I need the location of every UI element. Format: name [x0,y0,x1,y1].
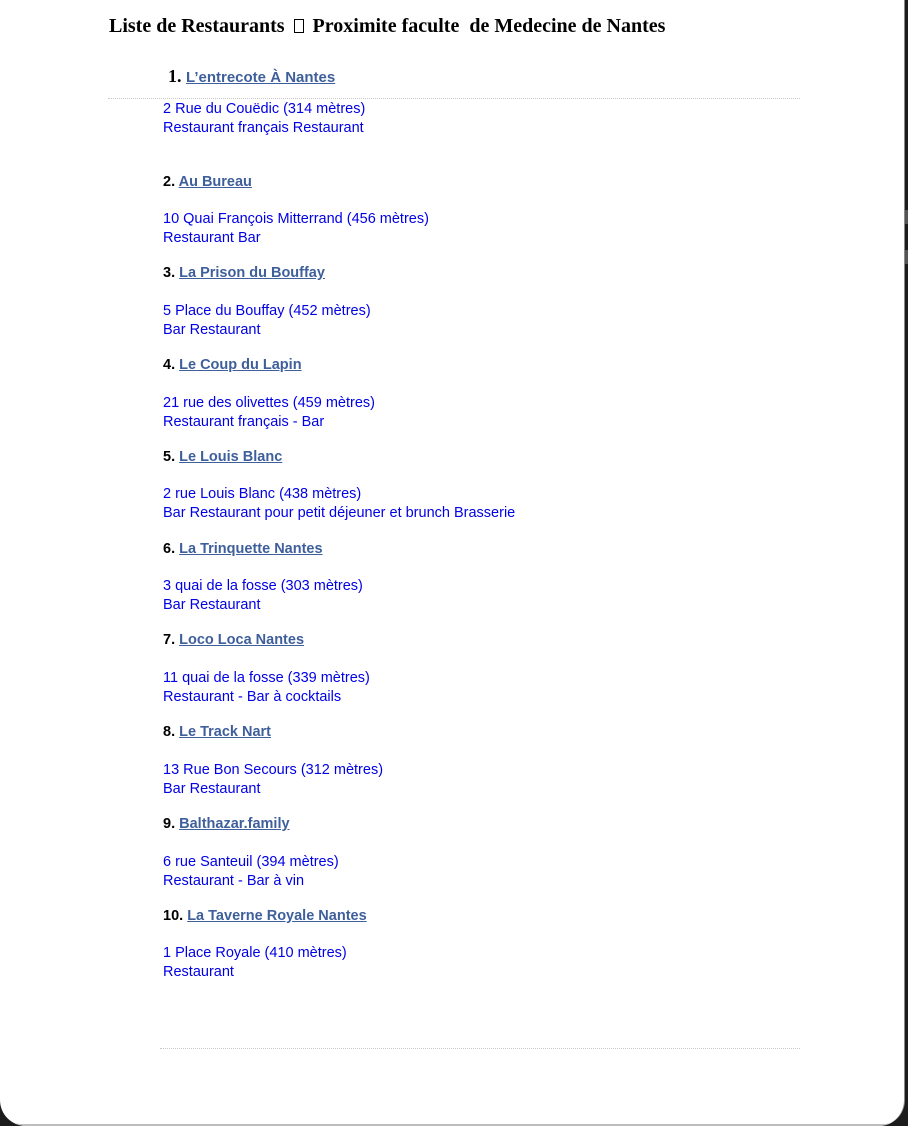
restaurant-number: 3. [163,265,176,281]
restaurant-link-6[interactable]: La Trinquette Nantes [179,541,323,557]
restaurant-heading-5 [163,449,282,465]
restaurant-link-1[interactable]: L’entrecote À Nantes [186,69,336,86]
restaurant-address: 6 rue Santeuil (394 mètres) [163,854,339,870]
restaurant-heading-2 [163,174,252,190]
restaurant-link-10[interactable]: La Taverne Royale Nantes [187,908,367,924]
restaurant-info-5 [163,485,515,522]
restaurant-info-8 [163,761,383,798]
page-edge [0,1106,905,1126]
restaurant-number: 9. [163,816,176,832]
restaurant-info-4 [163,394,375,431]
title-text-start: Liste de Restaurants [109,15,290,37]
restaurant-address: 21 rue des olivettes (459 mètres) [163,395,375,411]
restaurant-number: 10. [163,908,184,924]
restaurant-number: 6. [163,541,176,557]
restaurant-address: 1 Place Royale (410 mètres) [163,945,347,961]
restaurant-link-2[interactable]: Au Bureau [178,174,252,190]
restaurant-number: 7. [163,632,176,648]
restaurant-heading-8 [163,724,271,740]
restaurant-info-1 [163,100,365,137]
restaurant-heading-3 [163,265,325,281]
restaurant-number: 5. [163,449,176,465]
restaurant-link-8[interactable]: Le Track Nart [179,724,272,740]
restaurant-number: 8. [163,724,176,740]
restaurant-link-5[interactable]: Le Louis Blanc [179,449,283,465]
bottom-divider [160,1048,800,1049]
restaurant-info-3 [163,302,371,339]
restaurant-info-7 [163,669,370,706]
restaurant-link-9[interactable]: Balthazar.family [179,816,290,832]
restaurant-heading-6 [163,541,323,557]
restaurant-heading-1 [168,66,335,87]
restaurant-type: Restaurant Bar [163,229,261,246]
page-title [109,15,665,38]
restaurant-address: 11 quai de la fosse (339 mètres) [163,670,370,686]
restaurant-address: 2 rue Louis Blanc (438 mètres) [163,486,362,502]
top-divider [108,98,800,99]
restaurant-heading-9 [163,816,290,832]
restaurant-type: Bar Restaurant pour petit déjeuner et brunch Brasserie [163,504,516,521]
restaurant-address: 10 Quai François Mitterrand (456 mètres) [163,211,429,227]
restaurant-address: 2 Rue du Couëdic (314 mètres) [163,101,366,117]
restaurant-number: 1. [168,66,182,86]
restaurant-address: 3 quai de la fosse (303 mètres) [163,578,363,594]
restaurant-type: Bar Restaurant [163,780,261,797]
restaurant-info-6 [163,577,363,614]
restaurant-heading-4 [163,357,302,373]
restaurant-address: 5 Place du Bouffay (452 mètres) [163,303,371,319]
restaurant-info-9 [163,853,339,890]
restaurant-info-10 [163,944,347,981]
restaurant-link-4[interactable]: Le Coup du Lapin [179,357,302,373]
restaurant-type: Restaurant français - Bar [163,413,325,430]
restaurant-number: 2. [163,174,176,190]
title-text-end: Proximite faculte de Medecine de Nantes [307,15,666,37]
restaurant-type: Restaurant [163,963,234,980]
restaurant-number: 4. [163,357,176,373]
restaurant-link-7[interactable]: Loco Loca Nantes [179,632,305,648]
restaurant-link-3[interactable]: La Prison du Bouffay [179,265,325,281]
restaurant-info-2 [163,210,429,247]
restaurant-heading-7 [163,632,304,648]
restaurant-heading-10 [163,908,367,924]
restaurant-type: Restaurant - Bar à vin [163,872,305,889]
restaurant-address: 13 Rue Bon Secours (312 mètres) [163,762,384,778]
restaurant-type: Restaurant français Restaurant [163,119,364,136]
restaurant-type: Bar Restaurant [163,596,261,613]
restaurant-type: Bar Restaurant [163,321,261,338]
missing-glyph-box-icon [294,19,304,33]
restaurant-type: Restaurant - Bar à cocktails [163,688,342,705]
